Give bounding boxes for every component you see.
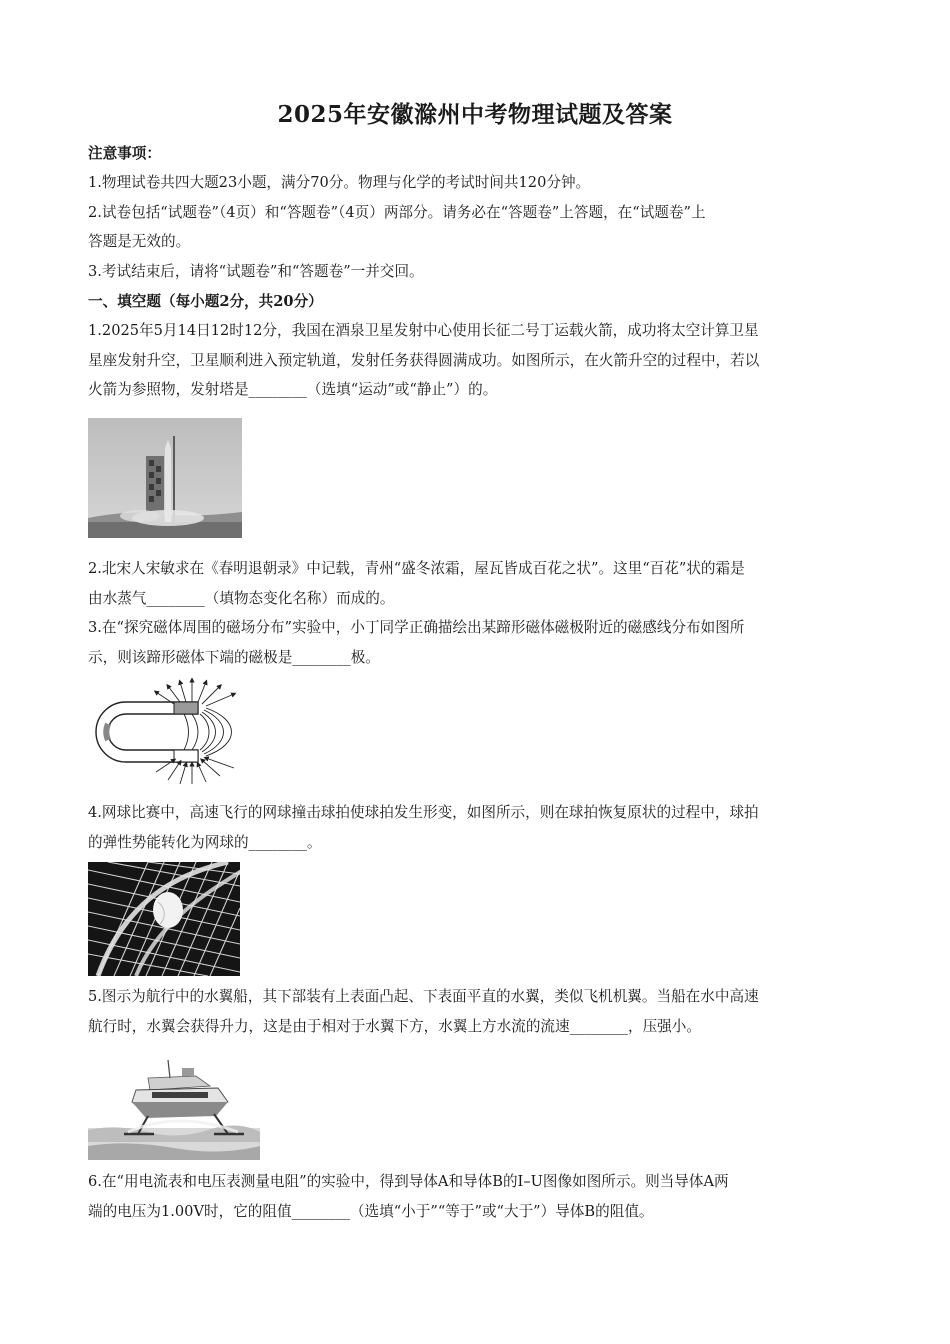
notice-line: 2.试卷包括“试题卷”（4页）和“答题卷”（4页）两部分。请务必在“答题卷”上答题，在“试题卷”上 bbox=[88, 204, 706, 221]
notice-line: 答题是无效的。 bbox=[88, 233, 191, 250]
question-3-line: 示，则该蹄形磁体下端的磁极是________极。 bbox=[88, 649, 380, 666]
question-2-line: 2.北宋人宋敏求在《春明退朝录》中记载，青州“盛冬浓霜，屋瓦皆成百花之状”。这里“百花”状的霜是 bbox=[88, 560, 745, 577]
notice-heading: 注意事项： bbox=[88, 145, 161, 162]
question-4-line: 的弹性势能转化为网球的________。 bbox=[88, 834, 322, 851]
notice-line: 1.物理试卷共四大题23小题，满分70分。物理与化学的考试时间共120分钟。 bbox=[88, 174, 591, 191]
notice-line: 3.考试结束后，请将“试题卷”和“答题卷”一并交回。 bbox=[88, 263, 424, 280]
tennis-racket-photo bbox=[88, 862, 240, 976]
hydrofoil-boat-photo bbox=[88, 1050, 260, 1160]
question-1-line: 1.2025年5月14日12时12分，我国在酒泉卫星发射中心使用长征二号丁运载火箭，成功将太空计算卫星 bbox=[88, 322, 759, 339]
question-1-line: 星座发射升空，卫星顺利进入预定轨道，发射任务获得圆满成功。如图所示，在火箭升空的过程中，若以 bbox=[88, 352, 760, 369]
question-6-line: 端的电压为1.00V时，它的阻值________（选填“小于”“等于”或“大于”）导体B的阻值。 bbox=[88, 1203, 654, 1220]
page-title: 2025年安徽滁州中考物理试题及答案 bbox=[277, 101, 673, 128]
question-1-line: 火箭为参照物，发射塔是________（选填“运动”或“静止”）的。 bbox=[88, 381, 498, 398]
question-2-line: 由水蒸气________（填物态变化名称）而成的。 bbox=[88, 590, 395, 607]
question-5-line: 航行时，水翼会获得升力，这是由于相对于水翼下方，水翼上方水流的流速________，压强小。 bbox=[88, 1018, 701, 1035]
question-6-line: 6.在“用电流表和电压表测量电阻”的实验中，得到导体A和导体B的I–U图像如图所示。则当导体A两 bbox=[88, 1173, 729, 1190]
question-5-line: 5.图示为航行中的水翼船，其下部装有上表面凸起、下表面平直的水翼，类似飞机机翼。当船在水中高速 bbox=[88, 988, 759, 1005]
horseshoe-magnet-diagram bbox=[88, 676, 244, 786]
section-heading: 一、填空题（每小题2分，共20分） bbox=[88, 293, 323, 310]
question-3-line: 3.在“探究磁体周围的磁场分布”实验中，小丁同学正确描绘出某蹄形磁体磁极附近的磁感线分布如图所 bbox=[88, 619, 745, 636]
question-4-line: 4.网球比赛中，高速飞行的网球撞击球拍使球拍发生形变，如图所示，则在球拍恢复原状的过程中，球拍 bbox=[88, 804, 759, 821]
rocket-launch-photo bbox=[88, 418, 242, 538]
